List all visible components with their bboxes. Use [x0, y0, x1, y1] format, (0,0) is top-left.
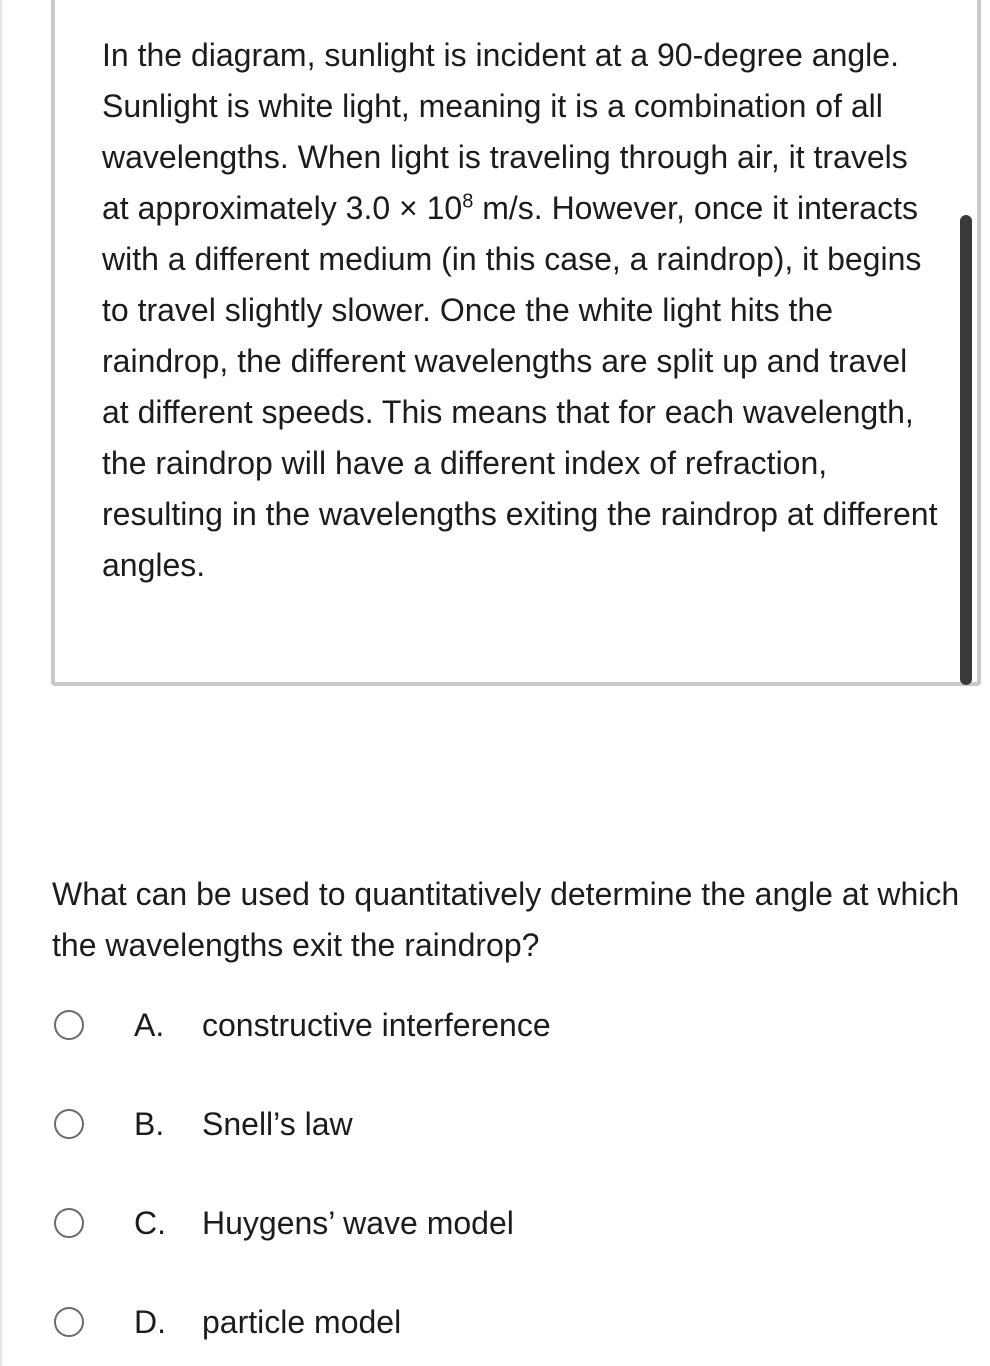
option-c[interactable]	[52, 1194, 852, 1254]
passage-text-times-ten: × 10	[399, 190, 463, 226]
option-b-text: Snell’s law	[202, 1106, 353, 1142]
option-d-radio[interactable]	[54, 1307, 84, 1337]
passage-text	[102, 30, 942, 591]
option-d-letter: D.	[134, 1304, 166, 1340]
option-a-text: constructive interference	[202, 1007, 551, 1043]
option-a[interactable]	[52, 996, 852, 1056]
option-a-radio[interactable]	[54, 1010, 84, 1040]
option-c-letter: C.	[134, 1205, 166, 1241]
option-b[interactable]	[52, 1095, 852, 1155]
passage-text-part1: In the diagram, sunlight is incident at a 90-degree angle. Sunlight is white light, meaning it is a combination of all wavelengths. When light is traveling through air, it travels at approximately 3.0	[102, 37, 908, 226]
option-a-letter: A.	[134, 1007, 165, 1043]
passage-scrollbar-thumb[interactable]	[960, 215, 972, 685]
passage-exponent: 8	[462, 190, 474, 213]
question-text: What can be used to quantitatively determine the angle at which the wavelengths exit the raindrop?	[52, 876, 960, 963]
option-c-text: Huygens’ wave model	[202, 1205, 514, 1241]
option-c-radio[interactable]	[54, 1208, 84, 1238]
option-b-letter: B.	[134, 1106, 165, 1142]
option-b-radio[interactable]	[54, 1109, 84, 1139]
option-d-text: particle model	[202, 1304, 402, 1340]
passage-text-part2: m/s. However, once it interacts with a different medium (in this case, a raindrop), it begins to travel slightly slower. Once the white light hits the raindrop, the different wavelengths are split up and travel at different speeds. This means that for each wavelength, the raindrop will have a different index of refraction, resulting in the wavelengths exiting the raindrop at different angles.	[102, 190, 938, 583]
left-edge-divider	[0, 0, 2, 1366]
option-d[interactable]	[52, 1293, 852, 1353]
